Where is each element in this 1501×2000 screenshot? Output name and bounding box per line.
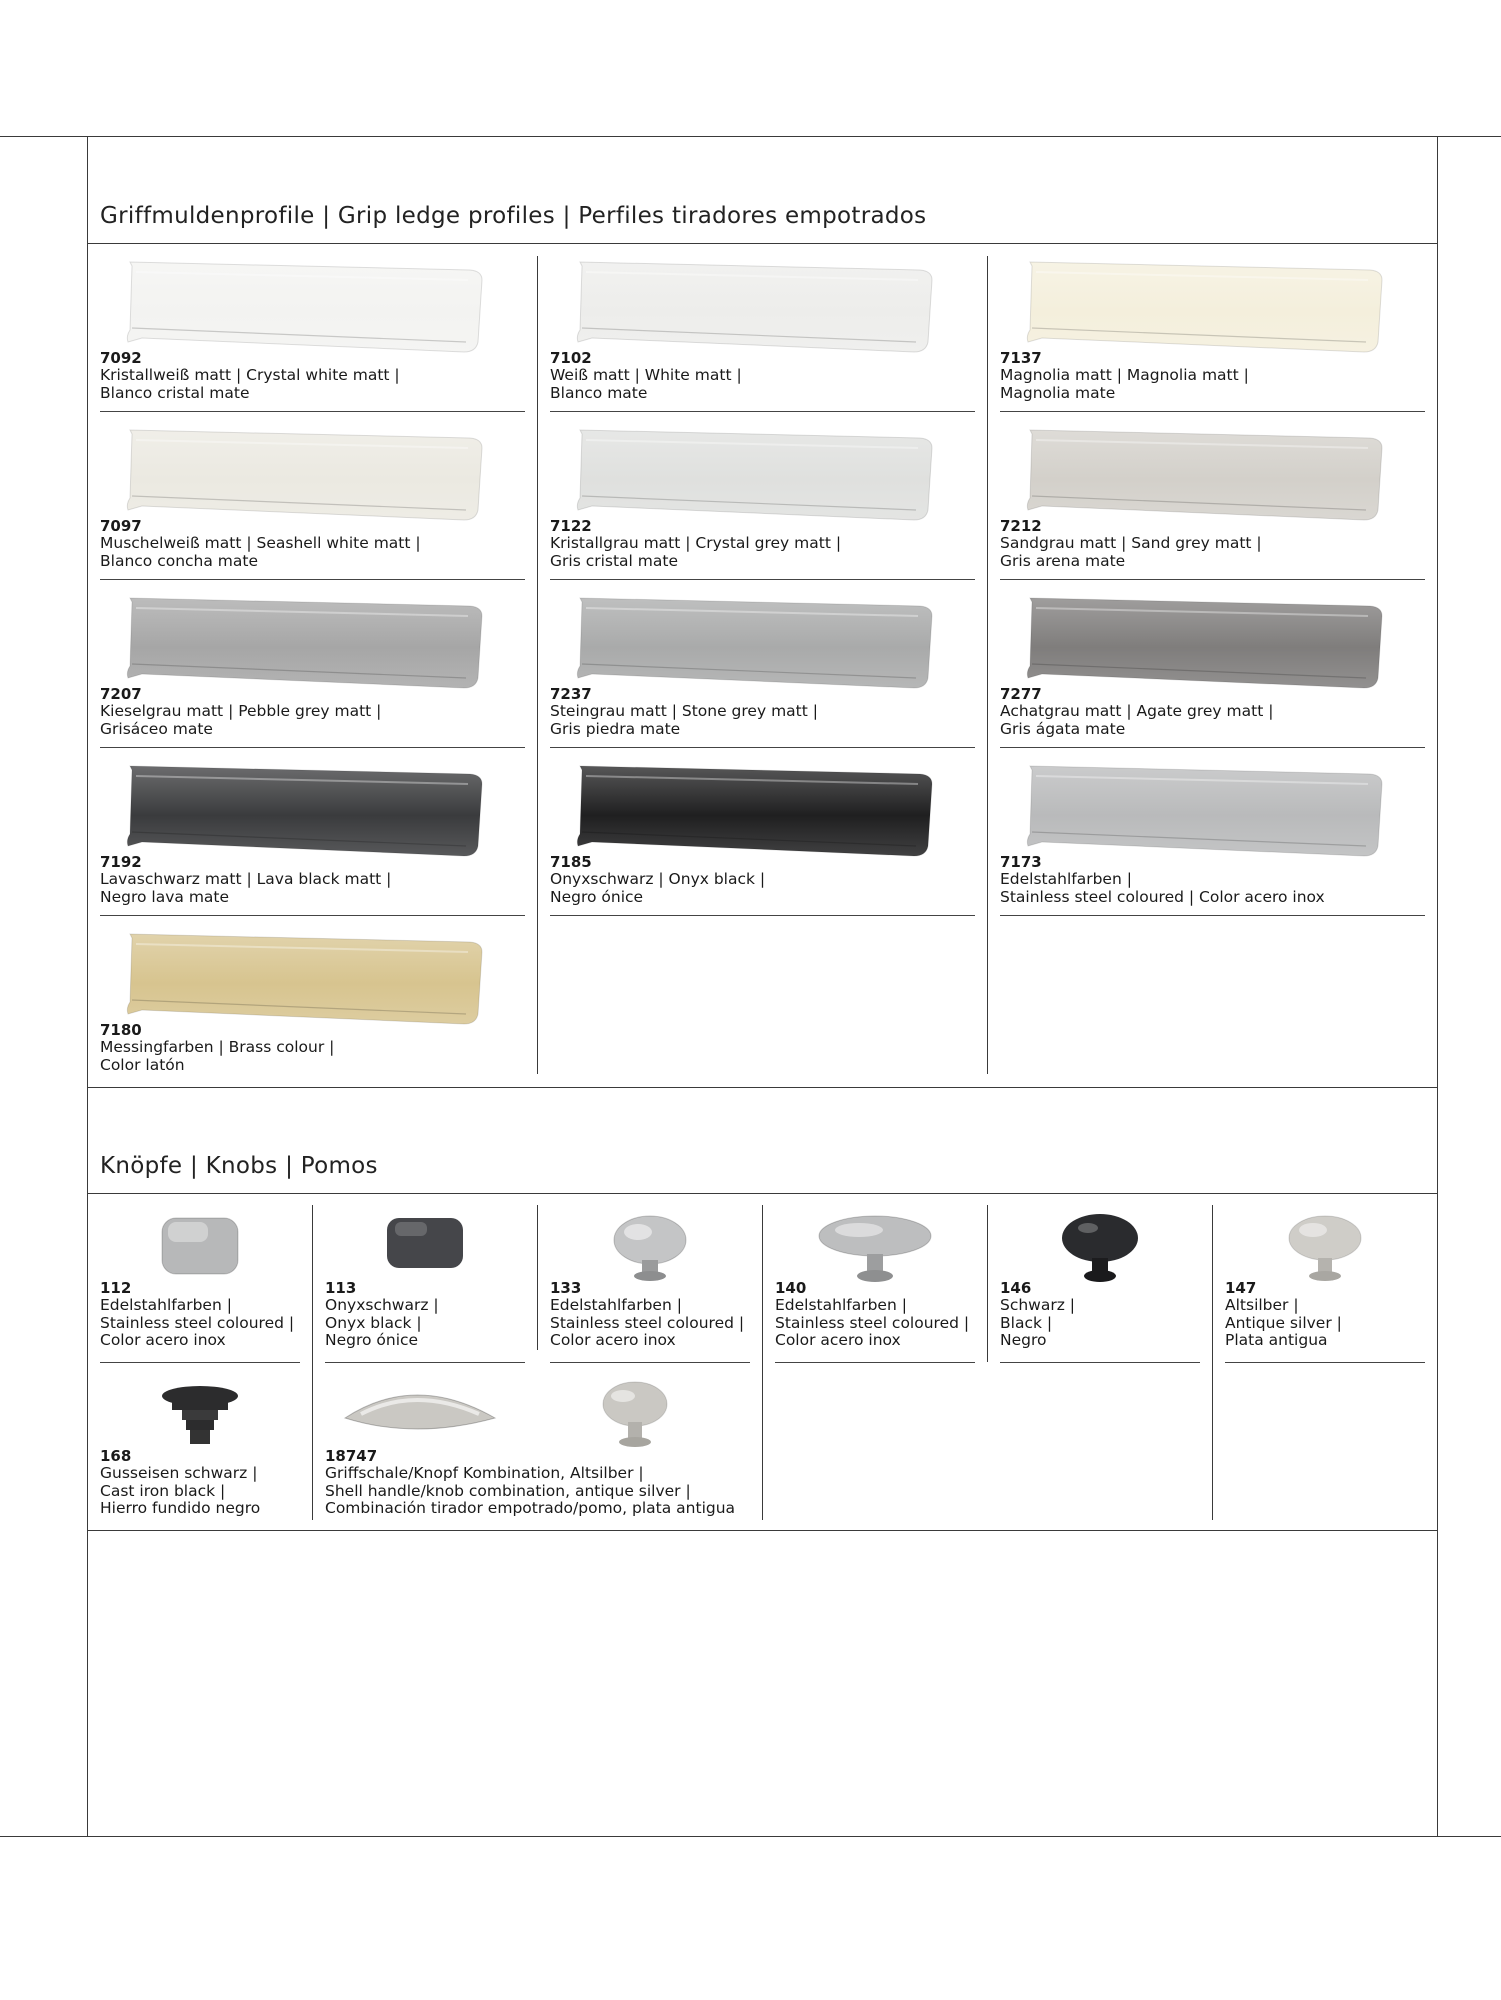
profile-code: 7102 <box>550 349 592 367</box>
knob-image <box>325 1210 525 1284</box>
knob-code: 112 <box>100 1279 132 1297</box>
profile-item <box>1000 350 1249 402</box>
knob-code: 140 <box>775 1279 807 1297</box>
profile-description: Lavaschwarz matt | Lava black matt | Negro lava mate <box>100 870 392 906</box>
knob-item <box>100 1280 294 1350</box>
profile-item <box>100 518 421 570</box>
knob-image <box>100 1378 300 1452</box>
profile-underline <box>100 915 525 916</box>
knob-underline <box>325 1362 525 1363</box>
knob-description: Edelstahlfarben | Stainless steel coloured | Color acero inox <box>100 1296 295 1349</box>
profile-code: 7185 <box>550 853 592 871</box>
profile-image <box>1022 592 1392 692</box>
frame-right-line <box>1437 136 1438 1836</box>
profile-description: Sandgrau matt | Sand grey matt | Gris arena mate <box>1000 534 1262 570</box>
profile-description: Kieselgrau matt | Pebble grey matt | Grisáceo mate <box>100 702 382 738</box>
profile-image <box>572 592 942 692</box>
profile-underline <box>550 579 975 580</box>
knob-item <box>1225 1280 1342 1350</box>
knob-description: Schwarz | Black | Negro <box>1000 1296 1076 1349</box>
profile-image <box>122 592 492 692</box>
profile-underline <box>1000 747 1425 748</box>
knobs-section-divider <box>87 1530 1437 1531</box>
profile-image <box>1022 424 1392 524</box>
profile-code: 7122 <box>550 517 592 535</box>
profile-description: Onyxschwarz | Onyx black | Negro ónice <box>550 870 766 906</box>
knobs-column-divider-4 <box>987 1205 988 1362</box>
knob-image <box>1225 1210 1425 1284</box>
profile-code: 7277 <box>1000 685 1042 703</box>
knob-item <box>550 1280 744 1350</box>
profile-code: 7097 <box>100 517 142 535</box>
knob-code: 113 <box>325 1279 357 1297</box>
profile-description: Steingrau matt | Stone grey matt | Gris piedra mate <box>550 702 818 738</box>
profile-code: 7173 <box>1000 853 1042 871</box>
knobs-column-divider-3 <box>762 1205 763 1520</box>
profile-image <box>122 424 492 524</box>
profile-underline <box>550 747 975 748</box>
profile-description: Kristallweiß matt | Crystal white matt | Blanco cristal mate <box>100 366 400 402</box>
frame-bottom-line <box>0 1836 1501 1837</box>
knob-code: 146 <box>1000 1279 1032 1297</box>
profile-item <box>1000 518 1262 570</box>
profiles-section-divider <box>87 1087 1437 1088</box>
profile-underline <box>1000 411 1425 412</box>
knob-code: 133 <box>550 1279 582 1297</box>
profiles-section-title: Griffmuldenprofile | Grip ledge profiles | Perfiles tiradores empotrados <box>100 203 927 229</box>
profile-item <box>100 1022 334 1074</box>
knob-image <box>100 1210 300 1284</box>
profile-description: Kristallgrau matt | Crystal grey matt | Gris cristal mate <box>550 534 842 570</box>
profile-code: 7137 <box>1000 349 1042 367</box>
profiles-title-divider <box>87 243 1437 244</box>
profile-item <box>550 686 818 738</box>
profile-item <box>100 854 391 906</box>
knobs-column-divider-2 <box>537 1205 538 1350</box>
knob-description: Gusseisen schwarz | Cast iron black | Hierro fundido negro <box>100 1464 261 1517</box>
profile-item <box>100 350 400 402</box>
profile-item <box>550 854 765 906</box>
profile-underline <box>1000 915 1425 916</box>
knobs-column-divider-5 <box>1212 1205 1213 1520</box>
profile-code: 7212 <box>1000 517 1042 535</box>
frame-top-line <box>0 136 1501 137</box>
profile-underline <box>550 411 975 412</box>
profile-item <box>100 686 381 738</box>
profile-image <box>572 760 942 860</box>
profile-code: 7207 <box>100 685 142 703</box>
knob-underline <box>1000 1362 1200 1363</box>
profile-image <box>1022 256 1392 356</box>
profile-underline <box>100 411 525 412</box>
profile-description: Achatgrau matt | Agate grey matt | Gris ágata mate <box>1000 702 1274 738</box>
knobs-column-divider-1 <box>312 1205 313 1520</box>
knobs-title-divider <box>87 1193 1437 1194</box>
knob-image <box>325 1378 745 1452</box>
knob-description: Griffschale/Knopf Kombination, Altsilber | Shell handle/knob combination, antique silver | Combinación tirador empotrado/pomo, plata antigua <box>325 1464 736 1517</box>
profile-underline <box>550 915 975 916</box>
knob-image <box>775 1210 975 1284</box>
profile-underline <box>100 747 525 748</box>
knob-underline <box>1225 1362 1425 1363</box>
profile-item <box>550 350 742 402</box>
frame-left-line <box>87 136 88 1836</box>
knob-underline <box>775 1362 975 1363</box>
profile-item <box>1000 854 1325 906</box>
profile-image <box>572 424 942 524</box>
profile-description: Muschelweiß matt | Seashell white matt | Blanco concha mate <box>100 534 421 570</box>
knob-description: Edelstahlfarben | Stainless steel coloured | Color acero inox <box>775 1296 970 1349</box>
knob-code: 18747 <box>325 1447 378 1465</box>
knob-code: 168 <box>100 1447 132 1465</box>
profile-image <box>122 760 492 860</box>
knob-item <box>100 1448 260 1518</box>
knob-description: Altsilber | Antique silver | Plata antigua <box>1225 1296 1342 1349</box>
profile-description: Edelstahlfarben | Stainless steel coloured | Color acero inox <box>1000 870 1325 906</box>
profile-description: Messingfarben | Brass colour | Color latón <box>100 1038 335 1074</box>
knob-item <box>1000 1280 1075 1350</box>
profile-image <box>122 256 492 356</box>
profile-description: Magnolia matt | Magnolia matt | Magnolia mate <box>1000 366 1249 402</box>
knob-underline <box>100 1362 300 1363</box>
knob-description: Edelstahlfarben | Stainless steel coloured | Color acero inox <box>550 1296 745 1349</box>
knob-item <box>325 1280 439 1350</box>
knobs-section-title: Knöpfe | Knobs | Pomos <box>100 1153 378 1179</box>
profile-image <box>122 928 492 1028</box>
knob-underline <box>550 1362 750 1363</box>
profile-item <box>1000 686 1273 738</box>
profile-image <box>1022 760 1392 860</box>
profile-underline <box>1000 579 1425 580</box>
profile-image <box>572 256 942 356</box>
profile-code: 7237 <box>550 685 592 703</box>
profile-code: 7192 <box>100 853 142 871</box>
knob-code: 147 <box>1225 1279 1257 1297</box>
profile-underline <box>100 579 525 580</box>
knob-image <box>550 1210 750 1284</box>
profile-code: 7092 <box>100 349 142 367</box>
profile-item <box>550 518 841 570</box>
knob-item <box>775 1280 969 1350</box>
knob-description: Onyxschwarz | Onyx black | Negro ónice <box>325 1296 439 1349</box>
profiles-column-divider-1 <box>537 256 538 1074</box>
knob-image <box>1000 1210 1200 1284</box>
profile-description: Weiß matt | White matt | Blanco mate <box>550 366 742 402</box>
profiles-column-divider-2 <box>987 256 988 1074</box>
profile-code: 7180 <box>100 1021 142 1039</box>
knob-item <box>325 1448 735 1518</box>
